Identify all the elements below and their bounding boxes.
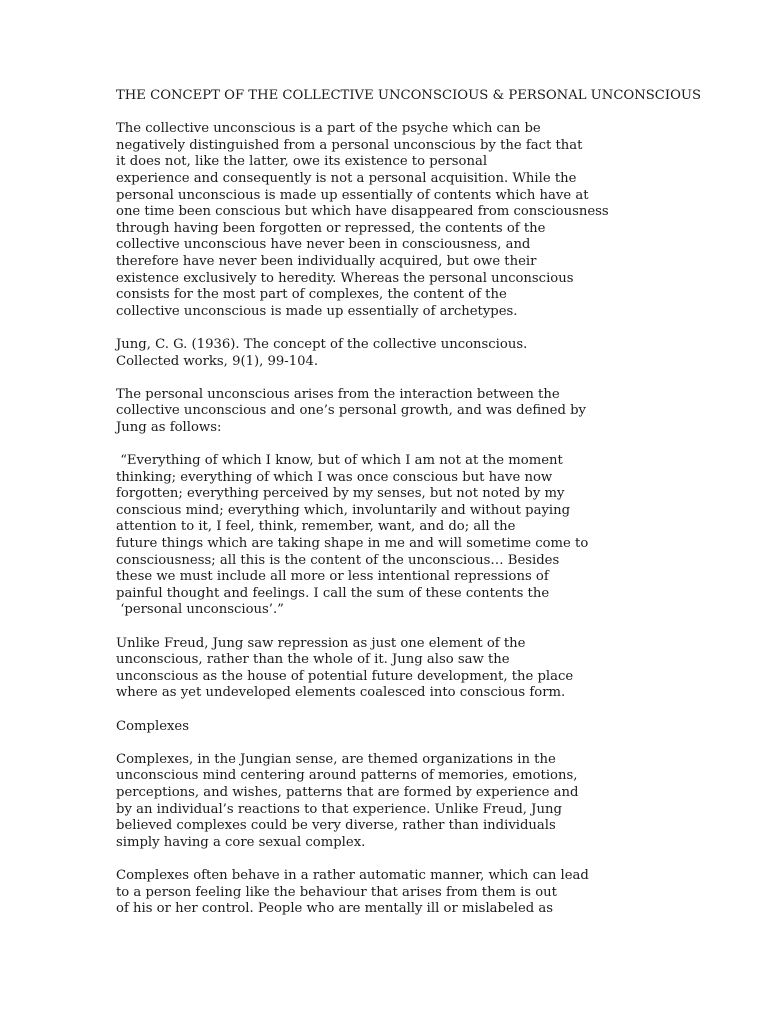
document-page [116,88,702,934]
paragraph-personal-intro [116,387,664,437]
text-line: “Everything of which I know, but of which I am not at the moment [116,453,563,469]
text-line: collective unconscious and one’s personal growth, and was defined by [116,403,586,419]
text-line: unconscious, rather than the whole of it. Jung also saw the [116,652,510,668]
document-title: THE CONCEPT OF THE COLLECTIVE UNCONSCIOUS & PERSONAL UNCONSCIOUS [116,88,702,103]
text-line: The collective unconscious is a part of the psyche which can be [116,121,541,137]
text-line: believed complexes could be very diverse, rather than individuals [116,818,556,834]
text-line: by an individual’s reactions to that experience. Unlike Freud, Jung [116,801,562,817]
text-line: to a person feeling like the behaviour that arises from them is out [116,884,557,900]
text-line: painful thought and feelings. I call the sum of these contents the [116,585,550,601]
text-line: forgotten; everything perceived by my senses, but not noted by my [116,486,565,502]
text-line: consciousness; all this is the content of the unconscious… Besides [116,552,560,568]
text-line: unconscious mind centering around patterns of memories, emotions, [116,768,578,784]
text-line: Jung, C. G. (1936). The concept of the collective unconscious. [116,336,528,352]
text-line: thinking; everything of which I was once conscious but have now [116,469,553,485]
paragraph-citation [116,337,664,370]
text-line: consists for the most part of complexes, the content of the [116,287,507,303]
text-line: therefore have never been individually acquired, but owe their [116,253,537,269]
text-line: Unlike Freud, Jung saw repression as just one element of the [116,635,526,651]
paragraph-complexes-definition [116,752,664,852]
paragraph-collective-definition [116,121,664,320]
document-body [116,121,664,918]
text-line: Complexes, in the Jungian sense, are themed organizations in the [116,751,556,767]
text-line: existence exclusively to heredity. Whereas the personal unconscious [116,270,574,286]
paragraph-freud-comparison [116,636,664,702]
text-line: negatively distinguished from a personal unconscious by the fact that [116,137,583,153]
text-line: ‘personal unconscious’.” [116,602,284,618]
paragraph-jung-quote [116,453,664,619]
text-line: it does not, like the latter, owe its existence to personal [116,154,488,170]
text-line: Complexes [116,718,190,734]
text-line: attention to it, I feel, think, remember, want, and do; all the [116,519,516,535]
text-line: The personal unconscious arises from the interaction between the [116,386,560,402]
text-line: future things which are taking shape in me and will sometime come to [116,536,589,552]
text-line: of his or her control. People who are mentally ill or mislabeled as [116,901,554,917]
text-line: Collected works, 9(1), 99-104. [116,353,319,369]
text-line: personal unconscious is made up essentially of contents which have at [116,187,589,203]
paragraph-complexes-behaviour [116,868,664,918]
paragraph-complexes-heading [116,719,664,736]
text-line: through having been forgotten or repressed, the contents of the [116,220,546,236]
text-line: one time been conscious but which have disappeared from consciousness [116,204,609,220]
text-line: Complexes often behave in a rather automatic manner, which can lead [116,867,589,883]
text-line: experience and consequently is not a personal acquisition. While the [116,170,577,186]
text-line: these we must include all more or less intentional repressions of [116,569,549,585]
text-line: conscious mind; everything which, involuntarily and without paying [116,502,571,518]
text-line: Jung as follows: [116,419,222,435]
text-line: perceptions, and wishes, patterns that are formed by experience and [116,784,579,800]
text-line: where as yet undeveloped elements coalesced into conscious form. [116,685,566,701]
text-line: simply having a core sexual complex. [116,834,366,850]
text-line: collective unconscious is made up essentially of archetypes. [116,303,518,319]
text-line: collective unconscious have never been in consciousness, and [116,237,531,253]
text-line: unconscious as the house of potential future development, the place [116,668,574,684]
